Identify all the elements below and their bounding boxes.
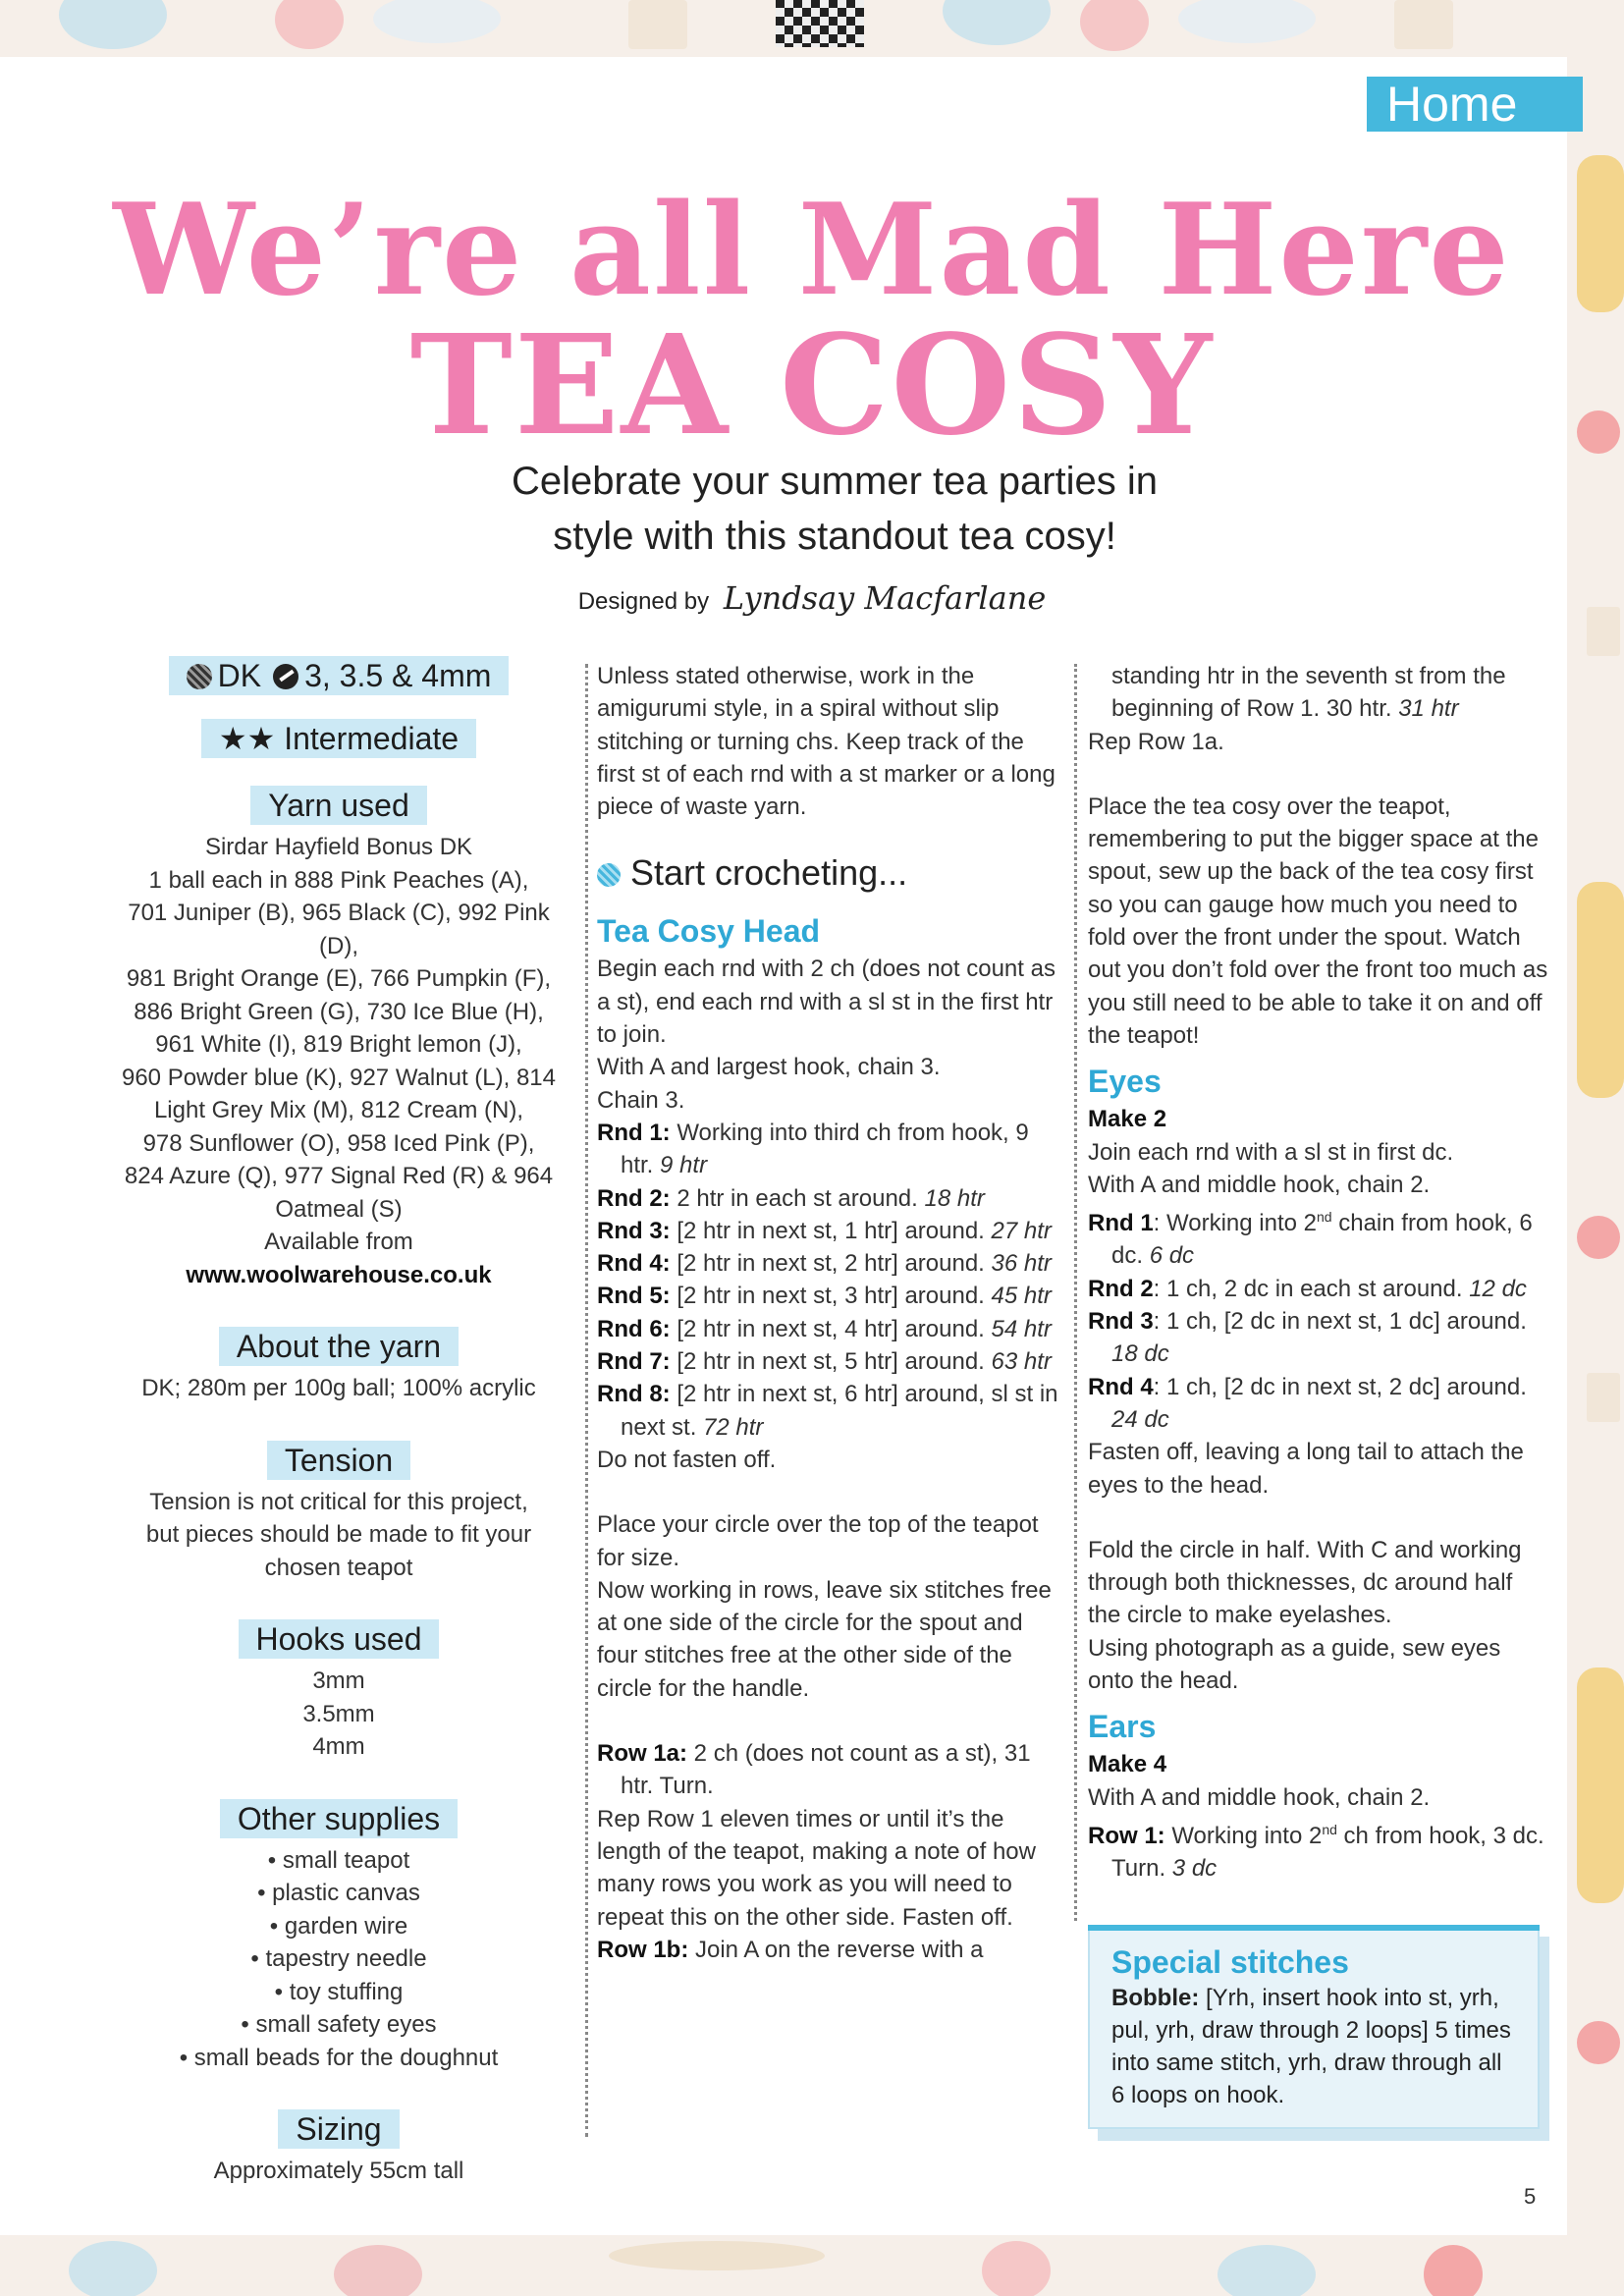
stitch-count: 63 htr [991, 1348, 1052, 1376]
other-supplies-section [108, 1799, 569, 2075]
rose-illustration [1577, 2021, 1620, 2064]
round-label: Rnd 7: [597, 1348, 671, 1376]
alice-hair-illustration [1577, 1667, 1624, 1903]
ears-heading: Ears [1088, 1709, 1157, 1745]
round-text: : 1 ch, 2 dc in each st around. [1153, 1275, 1470, 1302]
row-continuation [1088, 660, 1549, 726]
stitch-count: 12 dc [1469, 1275, 1527, 1302]
teacup-illustration [334, 2245, 422, 2296]
start-crocheting-label: Start crocheting... [630, 852, 908, 894]
hook-size: 4mm [312, 1733, 365, 1760]
round-text: Working into third ch from hook, 9 htr. [621, 1119, 1029, 1179]
round-label: Rnd 4 [1088, 1373, 1154, 1400]
stitch-count: 72 htr [703, 1413, 764, 1441]
round-instruction [1088, 1305, 1549, 1371]
about-yarn-section [108, 1327, 569, 1405]
sizing-text: Approximately 55cm tall [213, 2158, 464, 2184]
yarn-line: Oatmeal (S) [275, 1195, 403, 1223]
round-text: [2 htr in next st, 2 htr] around. [670, 1250, 992, 1278]
hook-size: 3mm [312, 1667, 365, 1694]
instruction-paragraph: Using photograph as a guide, sew eyes onto the head. [1088, 1634, 1501, 1695]
rabbit-illustration [373, 0, 501, 43]
intro-text: Unless stated otherwise, work in the amigurumi style, in a spiral without slip stitching or turning chs. Keep track of the first st of each rnd with a st marker or a long piece of waste yarn. [597, 663, 1056, 821]
subtitle-line2: style with this standout tea cosy! [553, 515, 1116, 558]
round-label: Rnd 6: [597, 1315, 671, 1342]
instructions-column-1 [597, 660, 1058, 1966]
hook-size: 3.5mm [302, 1700, 375, 1727]
instruction-paragraph: Rep Row 1 eleven times or until it’s the length of the teapot, making a note of how many rows you work as you will need to repeat this on the other side. Fasten off. [597, 1805, 1036, 1931]
head-intro: Begin each rnd with 2 ch (does not count as a st), end each rnd with a sl st in the first htr to join. [597, 956, 1056, 1049]
info-column [108, 656, 569, 2223]
round-text: : 1 ch, [2 dc in next st, 2 dc] around. [1153, 1373, 1527, 1400]
round-instruction [597, 1378, 1058, 1444]
alice-illustration [69, 2241, 157, 2296]
yarn-line: 961 White (I), 819 Bright lemon (J), [155, 1031, 522, 1058]
checker-illustration [776, 0, 864, 47]
yarn-used-section [108, 786, 569, 1291]
cupcake-illustration [275, 0, 344, 49]
hook-sizes: 3, 3.5 & 4mm [304, 658, 492, 693]
yarn-line: Light Grey Mix (M), 812 Cream (N), [153, 1097, 524, 1123]
page-title-line1: We’re all Mad Here [113, 177, 1511, 324]
stitch-description: [Yrh, insert hook into st, yrh, pul, yrh, draw through 2 loops] 5 times into same stitch, yrh, draw through all 6 loops on hook. [1111, 1985, 1511, 2108]
teacup-illustration [943, 0, 1051, 45]
round-instruction [597, 1182, 1058, 1215]
subtitle-line1: Celebrate your summer tea parties in [511, 460, 1159, 503]
page-number: 5 [1524, 2184, 1537, 2209]
round-instruction [597, 1345, 1058, 1378]
yarn-used-heading: Yarn used [250, 786, 427, 825]
other-supplies-heading: Other supplies [220, 1799, 458, 1838]
special-stitches-heading: Special stitches [1111, 1944, 1349, 1980]
stitch-count: 18 dc [1111, 1340, 1169, 1368]
round-instruction [597, 1117, 1058, 1182]
instruction-line: Chain 3. [597, 1086, 685, 1114]
row-text: Working into 2 [1164, 1822, 1323, 1849]
ordinal-suffix: nd [1322, 1821, 1337, 1837]
stitch-count: 6 dc [1149, 1242, 1195, 1270]
yarn-line: 981 Bright Orange (E), 766 Pumpkin (F), [126, 965, 552, 992]
instruction-line: With A and middle hook, chain 2. [1088, 1783, 1431, 1811]
yarn-line: 701 Juniper (B), 965 Black (C), 992 Pink (D), [128, 900, 550, 959]
ordinal-suffix: nd [1316, 1209, 1332, 1226]
designer-credit [0, 579, 1624, 617]
round-label: Rnd 8: [597, 1381, 671, 1408]
rose-illustration [1577, 1216, 1620, 1259]
bobble-definition [1111, 1982, 1516, 2111]
supply-item: • plastic canvas [257, 1880, 420, 1906]
stitch-count: 45 htr [991, 1283, 1052, 1310]
card-illustration [1394, 0, 1453, 49]
supply-item: • garden wire [269, 1912, 408, 1940]
row-label: Row 1a: [597, 1740, 688, 1768]
instruction-paragraph: Fold the circle in half. With C and working through both thicknesses, dc around half the circle to make eyelashes. [1088, 1536, 1522, 1629]
rabbit-illustration [1178, 0, 1316, 43]
stitch-count: 36 htr [991, 1250, 1052, 1278]
yarn-weight: DK [217, 658, 262, 693]
pearls-illustration [609, 2241, 825, 2270]
round-label: Rnd 4: [597, 1250, 671, 1278]
round-instruction [597, 1280, 1058, 1312]
row-instruction [597, 1934, 1058, 1966]
instruction-paragraph: Place your circle over the top of the teapot for size. [597, 1511, 1039, 1571]
supply-item: • small teapot [267, 1846, 410, 1874]
column-divider [1074, 664, 1077, 1921]
yarn-ball-icon [187, 664, 212, 689]
round-label: Rnd 1: [597, 1119, 671, 1146]
instruction-paragraph: Place the tea cosy over the teapot, remembering to put the bigger space at the spout, sew up the back of the tea cosy first so you can gauge how much you need to fold over the front under the spout. Watch out you don’t fold over the front too much as you still need to be able to take it on and off the teapot! [1088, 793, 1548, 1049]
supplier-website: www.woolwarehouse.co.uk [186, 1261, 492, 1288]
row-instruction [1088, 1814, 1549, 1886]
instructions-column-2 [1088, 660, 1549, 1886]
section-tab: Home [1367, 77, 1583, 132]
start-crocheting-heading [597, 848, 1058, 898]
round-text: : Working into 2 [1153, 1210, 1317, 1237]
yarn-line: 978 Sunflower (O), 958 Iced Pink (P), [142, 1129, 535, 1157]
column-divider [585, 664, 588, 2137]
decorative-border-bottom [0, 2235, 1624, 2296]
round-instruction [597, 1313, 1058, 1345]
yarn-line: 886 Bright Green (G), 730 Ice Blue (H), [134, 998, 544, 1025]
round-label: Rnd 3 [1088, 1308, 1154, 1336]
stitch-count: 54 htr [991, 1315, 1052, 1342]
designer-name: Lyndsay Macfarlane [723, 579, 1047, 617]
sizing-heading: Sizing [278, 2109, 399, 2149]
stitch-count: 9 htr [660, 1152, 708, 1179]
round-text: [2 htr in next st, 1 htr] around. [670, 1217, 992, 1244]
stitch-count: 3 dc [1171, 1855, 1218, 1883]
round-label: Rnd 3: [597, 1217, 671, 1244]
round-label: Rnd 5: [597, 1283, 671, 1310]
stitch-name: Bobble: [1111, 1985, 1200, 2011]
designer-prefix: Designed by [577, 588, 710, 615]
round-label: Rnd 2 [1088, 1275, 1154, 1302]
eyes-make-count: Make 2 [1088, 1106, 1167, 1133]
tension-line: Tension is not critical for this project, [149, 1488, 528, 1515]
alice-hair-illustration [1577, 882, 1624, 1098]
skill-level-badge: ★★ Intermediate [201, 719, 476, 758]
crochet-hook-icon [273, 664, 298, 689]
instruction-paragraph: Fasten off, leaving a long tail to attach the eyes to the head. [1088, 1439, 1524, 1499]
stitch-count: 27 htr [991, 1217, 1052, 1244]
round-instruction [1088, 1201, 1549, 1273]
supply-item: • small beads for the doughnut [179, 2044, 499, 2071]
row-text: Join A on the reverse with a [688, 1936, 984, 1963]
round-text: [2 htr in next st, 4 htr] around. [670, 1315, 992, 1342]
yarn-line: 1 ball each in 888 Pink Peaches (A), [148, 866, 529, 894]
cupcake-illustration [1080, 0, 1149, 51]
row-text: 2 ch (does not count as a st), 31 htr. Turn. [621, 1740, 1031, 1800]
round-label: Rnd 1 [1088, 1210, 1154, 1237]
round-text: chain from hook, 6 dc. [1111, 1210, 1533, 1270]
hooks-used-section [108, 1619, 569, 1764]
row-label: Row 1: [1088, 1822, 1165, 1849]
round-text: : 1 ch, [2 dc in next st, 1 dc] around. [1153, 1308, 1527, 1336]
cupcake-illustration [982, 2241, 1051, 2296]
row-text: standing htr in the seventh st from the beginning of Row 1. 30 htr. [1111, 663, 1506, 723]
stitch-count: 31 htr [1398, 695, 1459, 723]
round-text: 2 htr in each st around. [670, 1184, 925, 1212]
tension-line: chosen teapot [264, 1554, 413, 1581]
instruction-paragraph: Now working in rows, leave six stitches free at one side of the circle for the spout and four stitches free at the other side of the circle for the handle. [597, 1576, 1052, 1702]
round-instruction [597, 1247, 1058, 1280]
tea-cosy-head-heading: Tea Cosy Head [597, 913, 821, 950]
about-yarn-heading: About the yarn [219, 1327, 459, 1366]
subtitle [295, 454, 1375, 564]
instruction-line: With A and middle hook, chain 2. [1088, 1171, 1431, 1198]
stitch-count: 24 dc [1111, 1405, 1169, 1433]
yarn-ball-icon [597, 863, 621, 887]
teacup-illustration [1218, 2245, 1316, 2296]
hooks-used-heading: Hooks used [239, 1619, 440, 1659]
sizing-section [108, 2109, 569, 2188]
instruction-line: Rep Row 1a. [1088, 728, 1224, 755]
about-yarn-text: DK; 280m per 100g ball; 100% acrylic [141, 1375, 536, 1401]
tension-section [108, 1441, 569, 1585]
instruction-line: With A and largest hook, chain 3. [597, 1054, 941, 1081]
decorative-border-top [0, 0, 1624, 57]
instruction-line: Do not fasten off. [597, 1446, 777, 1473]
yarn-hook-badge [169, 656, 510, 695]
flamingo-illustration [1424, 2245, 1483, 2296]
round-text: [2 htr in next st, 6 htr] around, sl st in next st. [621, 1381, 1058, 1441]
teacup-illustration [59, 0, 167, 49]
round-text: [2 htr in next st, 5 htr] around. [670, 1348, 992, 1376]
card-illustration [1587, 1373, 1620, 1422]
yarn-line: Available from [264, 1229, 413, 1255]
round-label: Rnd 2: [597, 1184, 671, 1212]
round-text: [2 htr in next st, 3 htr] around. [670, 1283, 992, 1310]
row-label: Row 1b: [597, 1936, 689, 1963]
yarn-line: Sirdar Hayfield Bonus DK [204, 834, 473, 860]
card-illustration [628, 0, 687, 49]
round-instruction [1088, 1273, 1549, 1305]
tension-heading: Tension [267, 1441, 410, 1480]
ears-make-count: Make 4 [1088, 1751, 1167, 1778]
special-stitches-box [1088, 1925, 1540, 2129]
supply-item: • small safety eyes [241, 2011, 437, 2038]
yarn-line: 824 Azure (Q), 977 Signal Red (R) & 964 [124, 1163, 554, 1189]
page-title-line2: TEA COSY [409, 305, 1215, 466]
row-instruction [597, 1737, 1058, 1803]
supply-item: • toy stuffing [274, 1978, 404, 2005]
tension-line: but pieces should be made to fit your [145, 1521, 532, 1548]
round-instruction [597, 1215, 1058, 1247]
stitch-count: 18 htr [924, 1184, 985, 1212]
supply-item: • tapestry needle [250, 1945, 427, 1972]
eyes-heading: Eyes [1088, 1064, 1162, 1100]
round-instruction [1088, 1371, 1549, 1437]
instruction-line: Join each rnd with a sl st in first dc. [1088, 1138, 1454, 1166]
yarn-line: 960 Powder blue (K), 927 Walnut (L), 814 [121, 1064, 557, 1091]
row-text: ch from hook, 3 dc. Turn. [1111, 1822, 1544, 1883]
